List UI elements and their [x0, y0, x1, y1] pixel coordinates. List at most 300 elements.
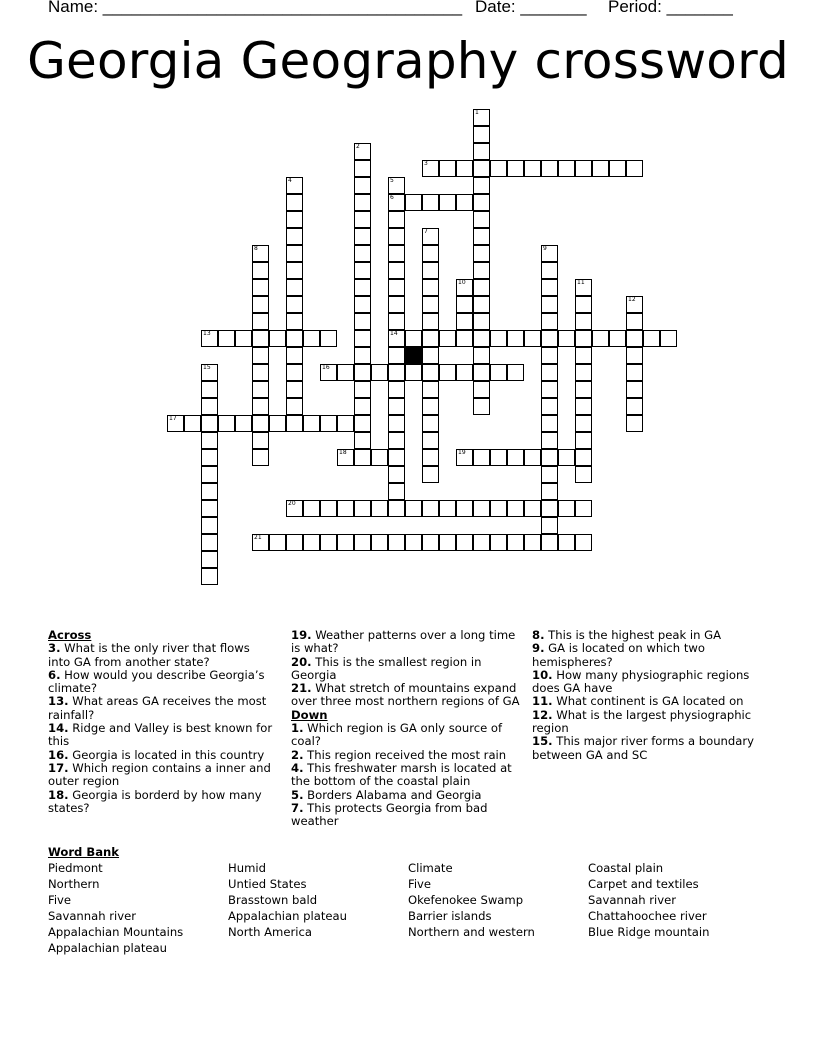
clue-num: 12.: [532, 707, 553, 722]
grid-cell[interactable]: [541, 381, 558, 398]
grid-cell[interactable]: [541, 449, 558, 466]
grid-cell[interactable]: [541, 500, 558, 517]
word-bank-entry: Piedmont: [48, 861, 103, 875]
grid-cell[interactable]: [575, 296, 592, 313]
grid-cell[interactable]: [626, 381, 643, 398]
grid-cell[interactable]: [320, 415, 337, 432]
grid-cell[interactable]: [371, 364, 388, 381]
grid-cell[interactable]: [252, 279, 269, 296]
grid-cell[interactable]: [286, 177, 303, 194]
grid-cell[interactable]: [575, 313, 592, 330]
grid-cell[interactable]: [388, 483, 405, 500]
grid-cell[interactable]: [558, 330, 575, 347]
word-bank-entry: Chattahoochee river: [588, 909, 707, 923]
clue-across: [48, 749, 273, 762]
period-field[interactable]: Period: _______: [608, 0, 733, 16]
grid-cell[interactable]: [541, 534, 558, 551]
grid-cell[interactable]: [558, 449, 575, 466]
clue-down: [532, 642, 762, 669]
grid-cell[interactable]: [541, 330, 558, 347]
grid-cell[interactable]: [507, 364, 524, 381]
clue-num: 15.: [532, 734, 553, 749]
grid-cell[interactable]: [269, 534, 286, 551]
grid-cell[interactable]: [541, 160, 558, 177]
grid-cell[interactable]: [575, 398, 592, 415]
grid-cell[interactable]: [456, 194, 473, 211]
grid-cell[interactable]: [524, 160, 541, 177]
grid-cell[interactable]: [286, 381, 303, 398]
grid-cell[interactable]: [337, 500, 354, 517]
grid-cell[interactable]: [201, 415, 218, 432]
grid-cell[interactable]: [575, 432, 592, 449]
word-bank-heading: Word Bank: [48, 845, 120, 859]
grid-cell[interactable]: [337, 534, 354, 551]
grid-cell[interactable]: [473, 534, 490, 551]
grid-cell[interactable]: [422, 347, 439, 364]
grid-cell[interactable]: [524, 534, 541, 551]
grid-cell[interactable]: [252, 245, 269, 262]
grid-cell[interactable]: [388, 194, 405, 211]
date-field[interactable]: Date: _______: [475, 0, 587, 16]
grid-cell[interactable]: [422, 313, 439, 330]
clue-number: 17: [169, 415, 177, 422]
clue-num: 11.: [532, 694, 553, 709]
grid-cell[interactable]: [269, 415, 286, 432]
clue-across: [48, 789, 273, 816]
grid-cell[interactable]: [473, 381, 490, 398]
clue-number: 11: [577, 279, 585, 286]
grid-cell[interactable]: [354, 330, 371, 347]
grid-cell[interactable]: [507, 160, 524, 177]
grid-cell[interactable]: [388, 313, 405, 330]
grid-cell[interactable]: [456, 313, 473, 330]
grid-cell[interactable]: [575, 381, 592, 398]
grid-cell[interactable]: [337, 364, 354, 381]
grid-cell[interactable]: [354, 245, 371, 262]
grid-cell[interactable]: [286, 364, 303, 381]
grid-cell[interactable]: [473, 296, 490, 313]
grid-cell[interactable]: [354, 534, 371, 551]
grid-cell[interactable]: [575, 364, 592, 381]
clue-num: 4.: [291, 760, 304, 775]
grid-cell[interactable]: [456, 279, 473, 296]
grid-cell[interactable]: [660, 330, 677, 347]
grid-cell[interactable]: [388, 364, 405, 381]
grid-cell[interactable]: [473, 177, 490, 194]
grid-cell[interactable]: [422, 245, 439, 262]
grid-cell[interactable]: [303, 500, 320, 517]
grid-cell[interactable]: [422, 466, 439, 483]
grid-cell[interactable]: [388, 279, 405, 296]
grid-cell[interactable]: [592, 330, 609, 347]
grid-cell[interactable]: [473, 449, 490, 466]
grid-cell[interactable]: [354, 262, 371, 279]
grid-cell[interactable]: [456, 500, 473, 517]
grid-cell[interactable]: [473, 398, 490, 415]
grid-cell[interactable]: [456, 330, 473, 347]
grid-cell[interactable]: [609, 330, 626, 347]
grid-cell[interactable]: [422, 364, 439, 381]
grid-cell[interactable]: [626, 296, 643, 313]
grid-cell[interactable]: [354, 398, 371, 415]
grid-cell[interactable]: [337, 449, 354, 466]
grid-cell[interactable]: [320, 500, 337, 517]
grid-cell[interactable]: [473, 364, 490, 381]
grid-cell[interactable]: [439, 534, 456, 551]
grid-cell[interactable]: [371, 500, 388, 517]
grid-cell[interactable]: [218, 330, 235, 347]
grid-cell[interactable]: [422, 262, 439, 279]
grid-cell[interactable]: [490, 330, 507, 347]
grid-cell[interactable]: [354, 449, 371, 466]
clue-number: 15: [203, 364, 211, 371]
grid-cell[interactable]: [490, 160, 507, 177]
grid-cell[interactable]: [354, 296, 371, 313]
grid-cell[interactable]: [524, 330, 541, 347]
word-bank-entry: Okefenokee Swamp: [408, 893, 524, 907]
grid-cell[interactable]: [388, 245, 405, 262]
grid-cell[interactable]: [252, 296, 269, 313]
grid-cell[interactable]: [286, 500, 303, 517]
grid-cell[interactable]: [252, 398, 269, 415]
grid-cell[interactable]: [218, 415, 235, 432]
clue-num: 13.: [48, 694, 69, 709]
grid-cell[interactable]: [490, 534, 507, 551]
clue-num: 16.: [48, 747, 69, 762]
grid-cell[interactable]: [626, 398, 643, 415]
grid-cell[interactable]: [354, 415, 371, 432]
grid-cell[interactable]: [201, 330, 218, 347]
grid-cell[interactable]: [286, 279, 303, 296]
grid-cell[interactable]: [541, 415, 558, 432]
grid-cell[interactable]: [388, 177, 405, 194]
grid-cell[interactable]: [507, 500, 524, 517]
grid-cell[interactable]: [473, 143, 490, 160]
grid-cell[interactable]: [422, 279, 439, 296]
grid-cell[interactable]: [201, 466, 218, 483]
grid-cell[interactable]: [354, 279, 371, 296]
grid-cell[interactable]: [473, 126, 490, 143]
clue-text: Ridge and Valley is best known for this: [48, 721, 273, 749]
grid-cell[interactable]: [609, 160, 626, 177]
grid-cell[interactable]: [235, 330, 252, 347]
grid-cell[interactable]: [575, 330, 592, 347]
grid-cell[interactable]: [643, 330, 660, 347]
grid-cell[interactable]: [388, 449, 405, 466]
grid-cell[interactable]: [388, 534, 405, 551]
grid-cell[interactable]: [456, 364, 473, 381]
word-bank-column-1: [48, 860, 183, 956]
grid-cell[interactable]: [405, 330, 422, 347]
grid-cell[interactable]: [626, 313, 643, 330]
grid-cell[interactable]: [575, 500, 592, 517]
grid-cell[interactable]: [405, 534, 422, 551]
grid-cell[interactable]: [524, 449, 541, 466]
grid-cell[interactable]: [354, 228, 371, 245]
grid-cell[interactable]: [490, 500, 507, 517]
grid-cell[interactable]: [388, 262, 405, 279]
grid-cell[interactable]: [575, 279, 592, 296]
clue-down: [291, 802, 521, 829]
grid-cell[interactable]: [575, 415, 592, 432]
clue-number: 1: [475, 109, 479, 116]
grid-cell[interactable]: [541, 262, 558, 279]
grid-cell[interactable]: [558, 534, 575, 551]
grid-cell[interactable]: [541, 245, 558, 262]
word-bank-entry: Five: [48, 893, 72, 907]
grid-cell[interactable]: [354, 432, 371, 449]
grid-cell[interactable]: [541, 347, 558, 364]
grid-cell[interactable]: [201, 381, 218, 398]
grid-cell[interactable]: [269, 330, 286, 347]
grid-cell[interactable]: [201, 398, 218, 415]
word-bank-entry: Blue Ridge mountain: [588, 925, 710, 939]
grid-cell[interactable]: [286, 415, 303, 432]
grid-cell[interactable]: [473, 330, 490, 347]
grid-cell[interactable]: [388, 415, 405, 432]
grid-cell[interactable]: [252, 262, 269, 279]
grid-cell[interactable]: [490, 364, 507, 381]
grid-cell[interactable]: [575, 347, 592, 364]
clue-number: 5: [390, 177, 394, 184]
word-bank-entry: Appalachian plateau: [228, 909, 347, 923]
grid-cell[interactable]: [388, 330, 405, 347]
grid-cell[interactable]: [320, 364, 337, 381]
grid-cell[interactable]: [507, 330, 524, 347]
grid-cell[interactable]: [558, 500, 575, 517]
grid-cell[interactable]: [201, 534, 218, 551]
grid-cell[interactable]: [286, 347, 303, 364]
grid-cell[interactable]: [507, 449, 524, 466]
grid-cell[interactable]: [354, 143, 371, 160]
clue-down: [291, 749, 521, 762]
word-bank-entry: Northern: [48, 877, 100, 891]
grid-cell[interactable]: [456, 534, 473, 551]
grid-cell[interactable]: [592, 160, 609, 177]
grid-cell[interactable]: [541, 313, 558, 330]
grid-cell[interactable]: [388, 228, 405, 245]
clue-text: Georgia is borderd by how many states?: [48, 787, 262, 815]
grid-cell[interactable]: [439, 160, 456, 177]
grid-cell[interactable]: [201, 568, 218, 585]
grid-cell[interactable]: [354, 211, 371, 228]
grid-cell[interactable]: [456, 160, 473, 177]
name-field[interactable]: Name: ______________________________________: [48, 0, 463, 16]
grid-cell[interactable]: [388, 296, 405, 313]
grid-cell[interactable]: [201, 483, 218, 500]
grid-cell[interactable]: [201, 551, 218, 568]
grid-cell[interactable]: [507, 534, 524, 551]
grid-cell[interactable]: [286, 330, 303, 347]
grid-cell[interactable]: [252, 432, 269, 449]
grid-cell[interactable]: [439, 364, 456, 381]
grid-cell[interactable]: [354, 160, 371, 177]
grid-cell[interactable]: [422, 381, 439, 398]
clue-text: What areas GA receives the most rainfall?: [48, 694, 267, 722]
grid-cell[interactable]: [388, 211, 405, 228]
grid-cell[interactable]: [303, 415, 320, 432]
clue-text: This protects Georgia from bad weather: [291, 800, 488, 829]
clue-across: [48, 722, 273, 749]
grid-cell[interactable]: [252, 415, 269, 432]
grid-cell[interactable]: [354, 347, 371, 364]
grid-cell[interactable]: [286, 313, 303, 330]
grid-cell[interactable]: [371, 449, 388, 466]
word-bank-entry: Humid: [228, 861, 266, 875]
grid-cell[interactable]: [286, 398, 303, 415]
grid-cell[interactable]: [473, 262, 490, 279]
grid-cell[interactable]: [286, 245, 303, 262]
grid-cell[interactable]: [575, 160, 592, 177]
grid-cell[interactable]: [541, 296, 558, 313]
grid-cell[interactable]: [422, 534, 439, 551]
word-bank-entry: Northern and western: [408, 925, 535, 939]
grid-cell[interactable]: [473, 160, 490, 177]
grid-cell[interactable]: [235, 415, 252, 432]
grid-cell[interactable]: [303, 534, 320, 551]
grid-cell[interactable]: [422, 432, 439, 449]
grid-cell[interactable]: [320, 330, 337, 347]
grid-cell[interactable]: [354, 194, 371, 211]
grid-cell[interactable]: [422, 415, 439, 432]
grid-cell[interactable]: [286, 534, 303, 551]
grid-cell[interactable]: [575, 534, 592, 551]
grid-cell[interactable]: [320, 534, 337, 551]
grid-cell[interactable]: [252, 381, 269, 398]
grid-cell[interactable]: [558, 160, 575, 177]
grid-cell[interactable]: [473, 194, 490, 211]
grid-cell[interactable]: [541, 279, 558, 296]
grid-cell[interactable]: [354, 177, 371, 194]
clue-number: 4: [288, 177, 292, 184]
grid-cell[interactable]: [201, 449, 218, 466]
grid-cell[interactable]: [456, 449, 473, 466]
grid-cell[interactable]: [439, 500, 456, 517]
grid-cell[interactable]: [490, 449, 507, 466]
grid-cell[interactable]: [422, 194, 439, 211]
grid-cell[interactable]: [473, 500, 490, 517]
grid-cell[interactable]: [201, 500, 218, 517]
grid-cell[interactable]: [541, 398, 558, 415]
clue-num: 18.: [48, 787, 69, 802]
grid-cell[interactable]: [388, 466, 405, 483]
grid-cell[interactable]: [337, 415, 354, 432]
grid-cell[interactable]: [473, 279, 490, 296]
word-bank-entry: Carpet and textiles: [588, 877, 699, 891]
grid-cell[interactable]: [422, 449, 439, 466]
grid-cell[interactable]: [473, 245, 490, 262]
grid-cell[interactable]: [184, 415, 201, 432]
grid-cell[interactable]: [626, 160, 643, 177]
grid-cell[interactable]: [388, 500, 405, 517]
grid-cell[interactable]: [354, 313, 371, 330]
grid-cell[interactable]: [252, 534, 269, 551]
clue-num: 20.: [291, 654, 312, 669]
clue-section-heading: Across: [48, 628, 92, 642]
grid-cell[interactable]: [286, 228, 303, 245]
grid-cell[interactable]: [388, 398, 405, 415]
grid-cell[interactable]: [252, 330, 269, 347]
grid-cell[interactable]: [303, 330, 320, 347]
grid-cell[interactable]: [201, 432, 218, 449]
grid-cell[interactable]: [456, 296, 473, 313]
grid-cell[interactable]: [541, 432, 558, 449]
grid-cell[interactable]: [541, 483, 558, 500]
grid-cell[interactable]: [541, 364, 558, 381]
clue-number: 19: [458, 449, 466, 456]
grid-cell[interactable]: [575, 449, 592, 466]
grid-cell[interactable]: [626, 347, 643, 364]
clue-num: 3.: [48, 641, 61, 656]
grid-cell[interactable]: [473, 313, 490, 330]
grid-cell[interactable]: [167, 415, 184, 432]
grid-cell[interactable]: [286, 194, 303, 211]
grid-cell[interactable]: [252, 364, 269, 381]
grid-cell[interactable]: [422, 228, 439, 245]
clue-number: 21: [254, 534, 262, 541]
grid-cell[interactable]: [439, 330, 456, 347]
grid-cell[interactable]: [626, 415, 643, 432]
grid-cell[interactable]: [354, 381, 371, 398]
grid-cell[interactable]: [422, 160, 439, 177]
clue-down: [532, 695, 762, 708]
grid-cell[interactable]: [354, 500, 371, 517]
grid-cell[interactable]: [575, 466, 592, 483]
grid-cell[interactable]: [388, 381, 405, 398]
clue-text: Weather patterns over a long time is what?: [291, 628, 516, 656]
clue-num: 17.: [48, 760, 69, 775]
grid-cell[interactable]: [405, 364, 422, 381]
grid-cell[interactable]: [286, 211, 303, 228]
clue-across: [48, 669, 273, 696]
clue-text: GA is located on which two hemispheres?: [532, 641, 705, 669]
grid-cell[interactable]: [201, 364, 218, 381]
clue-across: [291, 629, 521, 656]
grid-cell[interactable]: [422, 330, 439, 347]
grid-cell[interactable]: [388, 432, 405, 449]
grid-cell[interactable]: [422, 398, 439, 415]
grid-cell[interactable]: [405, 500, 422, 517]
grid-cell[interactable]: [541, 517, 558, 534]
grid-cell[interactable]: [473, 228, 490, 245]
grid-cell[interactable]: [626, 364, 643, 381]
grid-cell[interactable]: [422, 296, 439, 313]
grid-cell[interactable]: [252, 449, 269, 466]
grid-cell[interactable]: [473, 347, 490, 364]
grid-cell[interactable]: [405, 194, 422, 211]
grid-cell[interactable]: [541, 466, 558, 483]
word-bank-entry: Savannah river: [588, 893, 677, 907]
grid-cell[interactable]: [354, 364, 371, 381]
grid-cell[interactable]: [439, 194, 456, 211]
grid-cell[interactable]: [286, 262, 303, 279]
grid-cell[interactable]: [286, 296, 303, 313]
clue-text: What is the largest physiographic region: [532, 707, 752, 736]
grid-cell[interactable]: [252, 313, 269, 330]
grid-cell[interactable]: [626, 330, 643, 347]
grid-cell[interactable]: [201, 517, 218, 534]
word-bank-entry: Appalachian Mountains: [48, 925, 184, 939]
grid-cell[interactable]: [252, 347, 269, 364]
clue-text: How would you describe Georgia’s climate?: [48, 667, 265, 696]
grid-cell[interactable]: [473, 109, 490, 126]
grid-cell[interactable]: [388, 347, 405, 364]
clue-number: 7: [424, 228, 428, 235]
grid-cell[interactable]: [371, 534, 388, 551]
grid-cell[interactable]: [422, 500, 439, 517]
grid-cell[interactable]: [473, 211, 490, 228]
grid-cell[interactable]: [524, 500, 541, 517]
